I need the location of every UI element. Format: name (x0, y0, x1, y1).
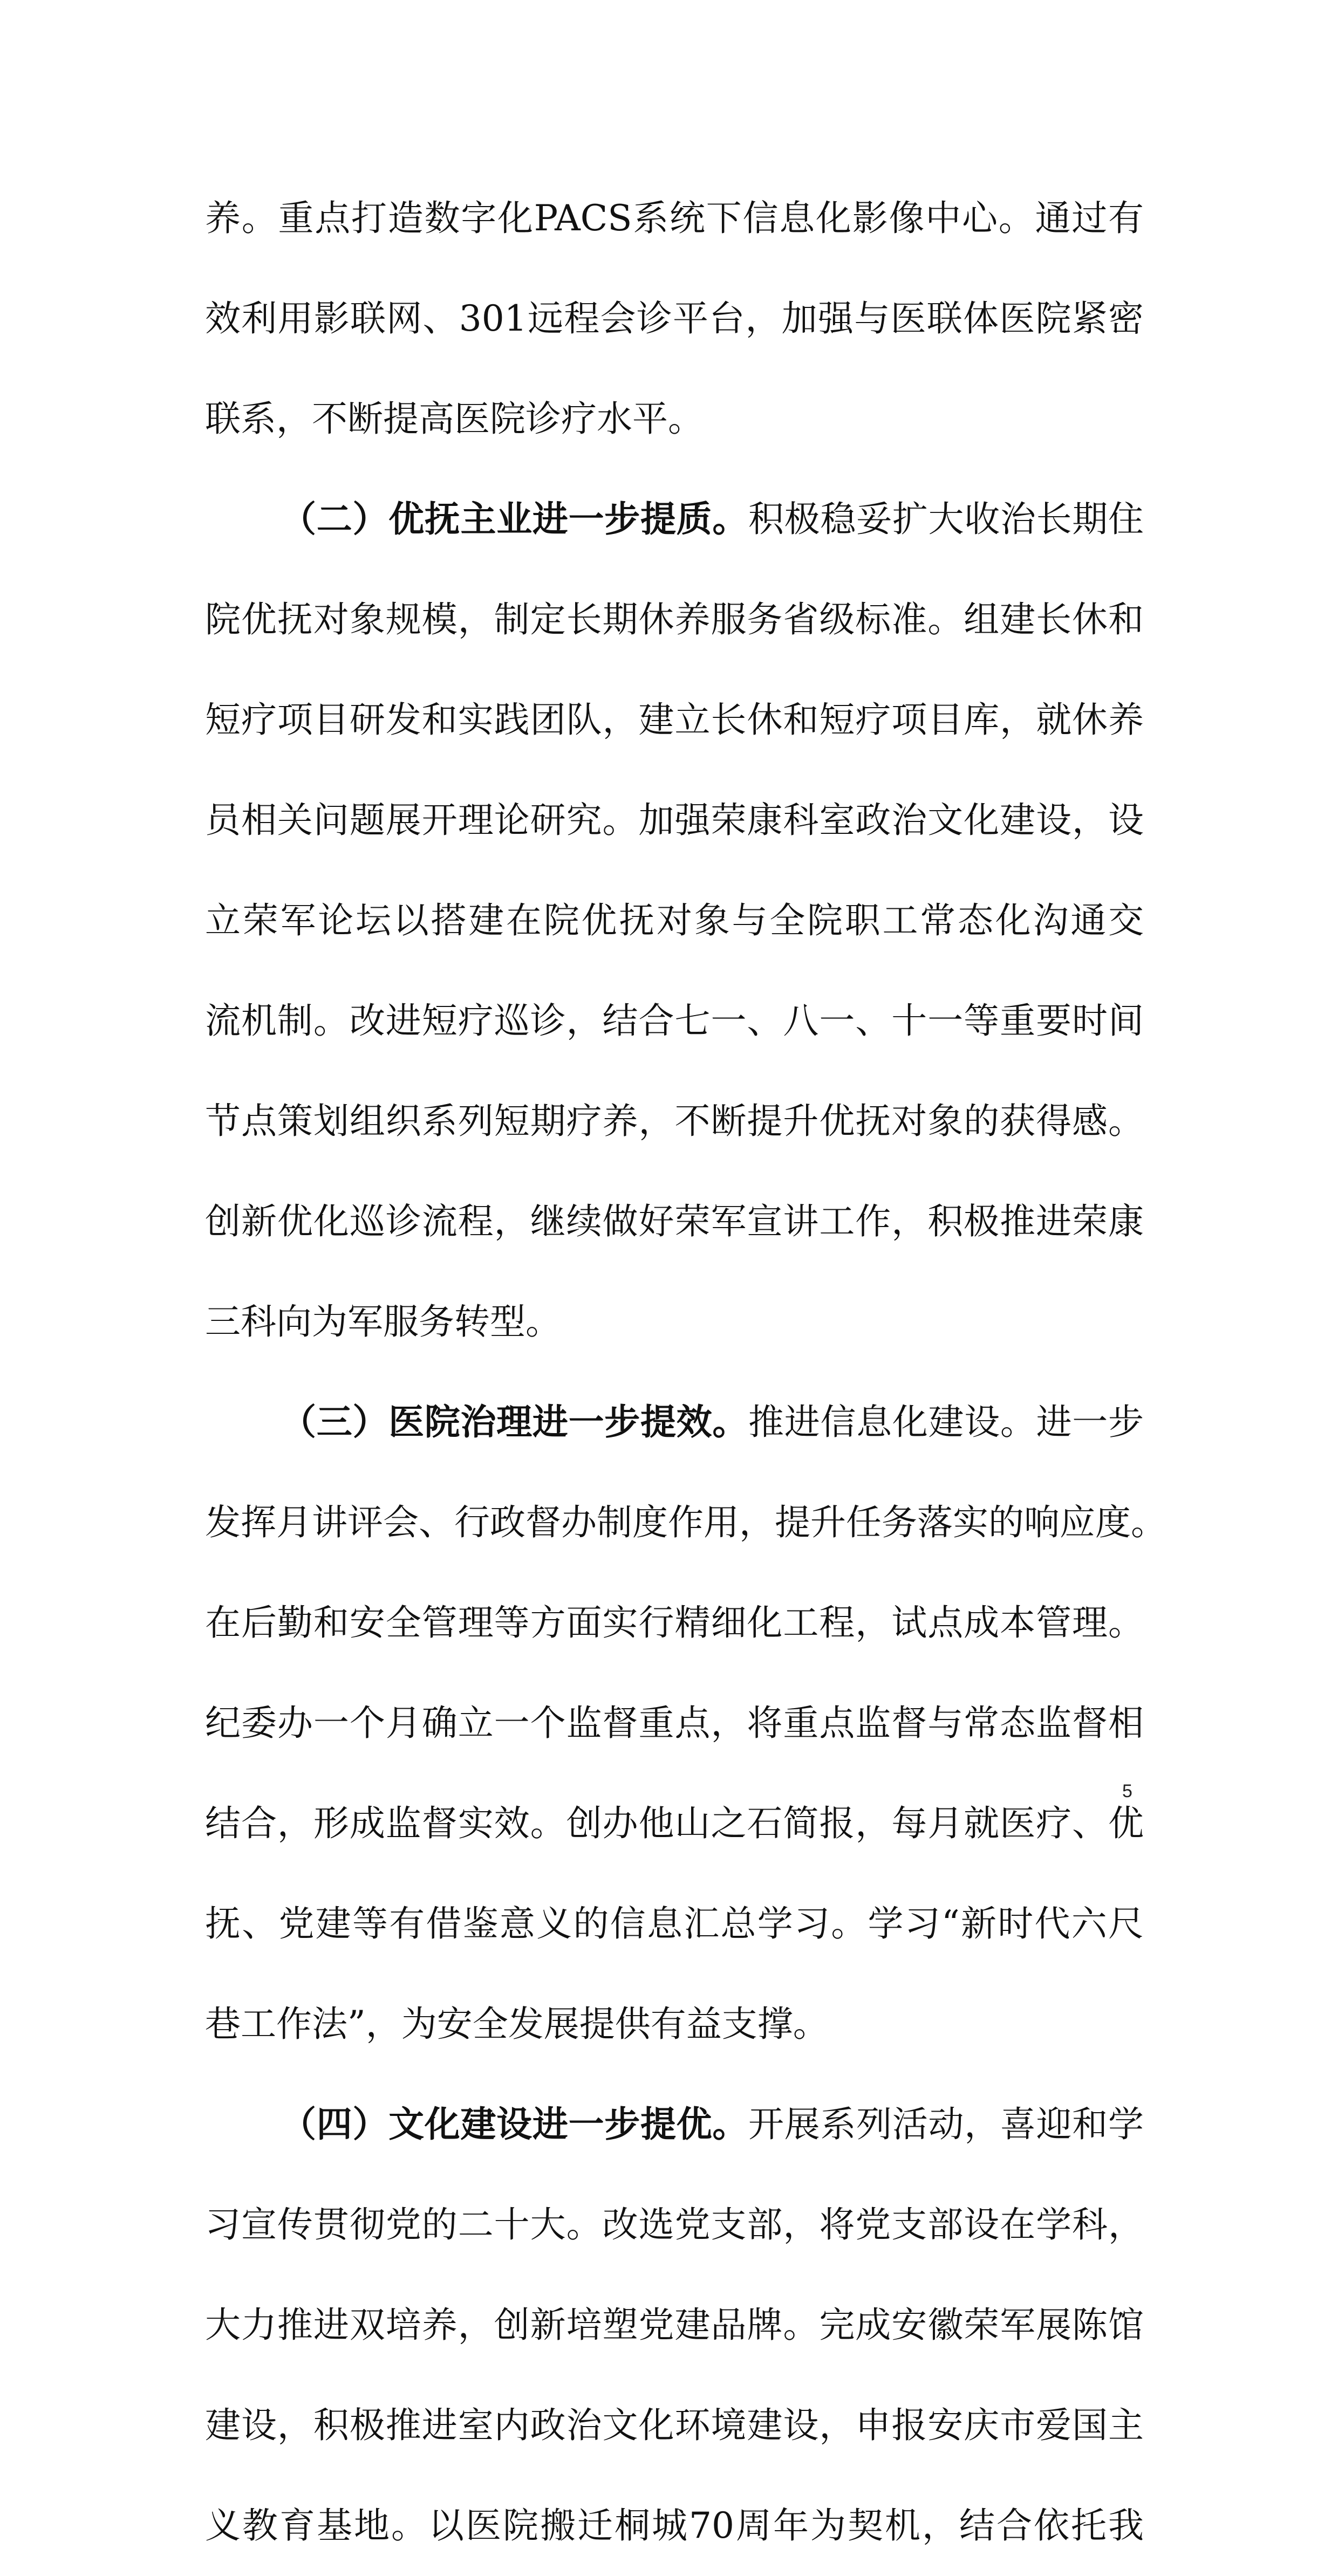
text-line: 大力推进双培养，创新培塑党建品牌。完成安徽荣军展陈馆 (205, 2304, 1144, 2346)
text-line: 建设，积极推进室内政治文化环境建设，申报安庆市爱国主 (205, 2404, 1144, 2446)
text-line: 养。重点打造数字化PACS系统下信息化影像中心。通过有 (205, 197, 1144, 239)
section-heading-line (205, 2074, 1144, 2175)
text-line: 立荣军论坛以搭建在院优抚对象与全院职工常态化沟通交 (205, 900, 1144, 941)
document-body (205, 168, 1166, 2576)
text-line: 流机制。改进短疗巡诊，结合七一、八一、十一等重要时间 (205, 1000, 1144, 1042)
text-line: 发挥月讲评会、行政督办制度作用，提升任务落实的响应度。 (205, 1502, 1166, 1543)
page-number: 5 (1122, 1781, 1132, 1801)
text-span: 开展系列活动，喜迎和学 (748, 2104, 1144, 2145)
text-line: 抚、党建等有借鉴意义的信息汇总学习。学习“新时代六尺 (205, 1903, 1144, 1944)
text-span: 积极稳妥扩大收治长期住 (748, 498, 1144, 540)
section-heading: （二）优抚主业进一步提质。 (281, 498, 749, 540)
text-line: 短疗项目研发和实践团队，建立长休和短疗项目库，就休养 (205, 699, 1144, 741)
section-heading: （四）文化建设进一步提优。 (281, 2104, 749, 2145)
text-line: 三科向为军服务转型。 (205, 1301, 561, 1342)
text-line: 效利用影联网、301远程会诊平台，加强与医联体医院紧密 (205, 298, 1144, 339)
text-line: 在后勤和安全管理等方面实行精细化工程，试点成本管理。 (205, 1602, 1144, 1643)
text-line: 创新优化巡诊流程，继续做好荣军宣讲工作，积极推进荣康 (205, 1201, 1144, 1242)
text-line: 义教育基地。以医院搬迁桐城70周年为契机，结合依托我 (205, 2505, 1144, 2546)
text-line: 巷工作法”，为安全发展提供有益支撑。 (205, 2003, 829, 2045)
text-line: 结合，形成监督实效。创办他山之石简报，每月就医疗、优 (205, 1803, 1144, 1844)
text-line: 员相关问题展开理论研究。加强荣康科室政治文化建设，设 (205, 799, 1144, 841)
section-heading-line (205, 1372, 1144, 1472)
section-heading: （三）医院治理进一步提效。 (281, 1401, 749, 1443)
text-line: 联系，不断提高医院诊疗水平。 (205, 398, 704, 440)
text-span: 推进信息化建设。进一步 (748, 1401, 1144, 1443)
text-line: 习宣传贯彻党的二十大。改选党支部，将党支部设在学科， (205, 2204, 1144, 2245)
text-line: 院优抚对象规模，制定长期休养服务省级标准。组建长休和 (205, 599, 1144, 640)
text-line: 纪委办一个月确立一个监督重点，将重点监督与常态监督相 (205, 1702, 1144, 1744)
text-line: 节点策划组织系列短期疗养，不断提升优抚对象的获得感。 (205, 1100, 1144, 1142)
section-heading-line (205, 469, 1144, 570)
